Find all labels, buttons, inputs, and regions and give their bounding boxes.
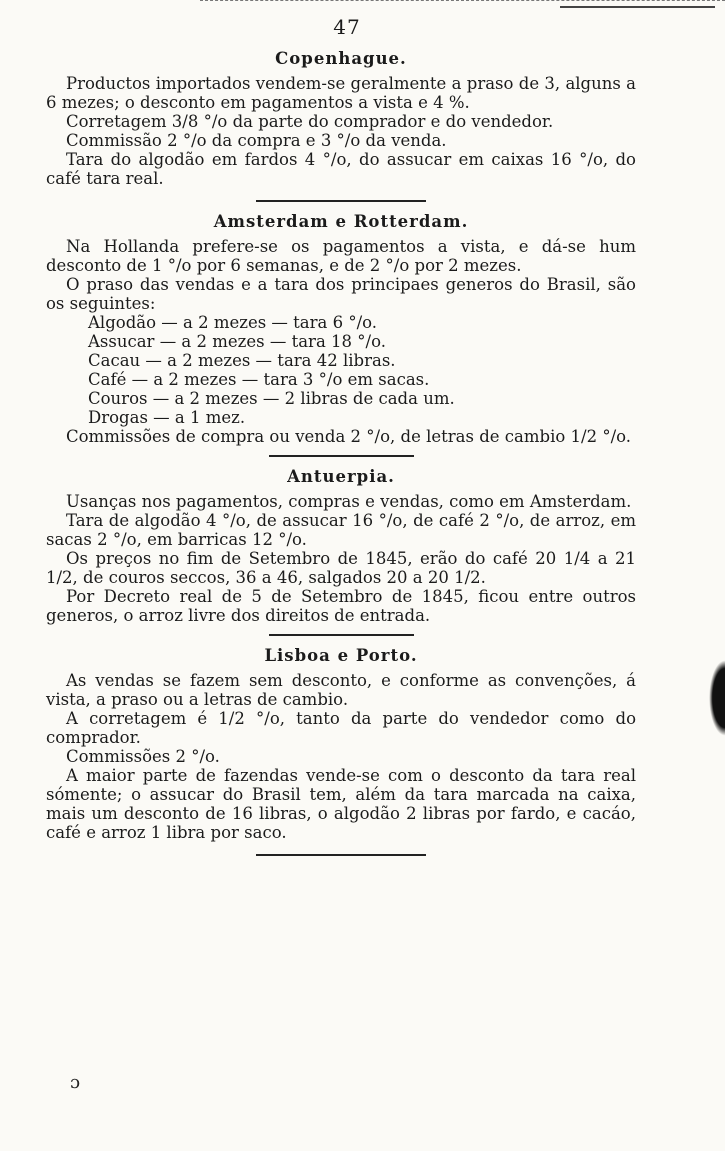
section-heading-lisboa-porto: Lisboa e Porto. bbox=[264, 646, 418, 665]
section-heading-antuerpia: Antuerpia. bbox=[287, 467, 395, 486]
list-item: Drogas — a 1 mez. bbox=[88, 408, 246, 427]
paragraph: Na Hollanda prefere-se os pagamentos a vista, e dá-se hum desconto de 1 °/o por 6 semanas, e de 2 °/o por 2 mezes. bbox=[46, 237, 636, 275]
paragraph: Os preços no fim de Setembro de 1845, erão do café 20 1/4 a 21 1/2, de couros seccos, 36 a 46, salgados 20 a 20 1/2. bbox=[46, 549, 636, 587]
section-heading-amsterdam: Amsterdam e Rotterdam. bbox=[213, 212, 469, 231]
section-divider bbox=[269, 455, 414, 457]
paragraph: O praso das vendas e a tara dos principaes generos do Brasil, são os seguintes: bbox=[46, 275, 636, 313]
paragraph: Commissões 2 °/o. bbox=[66, 747, 220, 766]
section-heading-copenhague: Copenhague. bbox=[275, 49, 407, 68]
list-item: Couros — a 2 mezes — 2 libras de cada um. bbox=[88, 389, 455, 408]
top-edge-dashes bbox=[200, 0, 725, 4]
page-number: 47 bbox=[333, 15, 361, 39]
section-divider bbox=[269, 634, 414, 636]
list-item: Café — a 2 mezes — tara 3 °/o em sacas. bbox=[88, 370, 430, 389]
footer-mark: ɔ bbox=[70, 1072, 81, 1093]
paragraph: Productos importados vendem-se geralmente a praso de 3, alguns a 6 mezes; o desconto em pagamentos a vista e 4 %. bbox=[46, 74, 636, 112]
paragraph: As vendas se fazem sem desconto, e conforme as convenções, á vista, a praso ou a letras de cambio. bbox=[46, 671, 636, 709]
paragraph: A maior parte de fazendas vende-se com o desconto da tara real sómente; o assucar do Brasil tem, além da tara marcada na caixa, mais um desconto de 16 libras, o algodão 2 libras por fardo, e cacáo, café e arroz 1 libra por saco. bbox=[46, 766, 636, 842]
paragraph: Tara de algodão 4 °/o, de assucar 16 °/o, de café 2 °/o, de arroz, em sacas 2 °/o, em barricas 12 °/o. bbox=[46, 511, 636, 549]
goods-list bbox=[46, 313, 636, 427]
paragraph: Tara do algodão em fardos 4 °/o, do assucar em caixas 16 °/o, do café tara real. bbox=[46, 150, 636, 188]
paragraph: A corretagem é 1/2 °/o, tanto da parte do vendedor como do comprador. bbox=[46, 709, 636, 747]
paragraph: Por Decreto real de 5 de Setembro de 1845, ficou entre outros generos, o arroz livre dos direitos de entrada. bbox=[46, 587, 636, 625]
list-item: Cacau — a 2 mezes — tara 42 libras. bbox=[88, 351, 396, 370]
paragraph: Commissão 2 °/o da compra e 3 °/o da venda. bbox=[66, 131, 447, 150]
section-divider bbox=[256, 854, 426, 856]
top-edge-rule bbox=[560, 6, 715, 8]
ink-blot bbox=[709, 660, 725, 736]
list-item: Algodão — a 2 mezes — tara 6 °/o. bbox=[88, 313, 378, 332]
paragraph: Corretagem 3/8 °/o da parte do comprador e do vendedor. bbox=[66, 112, 554, 131]
paragraph: Commissões de compra ou venda 2 °/o, de letras de cambio 1/2 °/o. bbox=[66, 427, 632, 446]
list-item: Assucar — a 2 mezes — tara 18 °/o. bbox=[88, 332, 386, 351]
page-body bbox=[46, 15, 636, 866]
paragraph: Usanças nos pagamentos, compras e vendas, como em Amsterdam. bbox=[66, 492, 632, 511]
section-divider bbox=[256, 200, 426, 202]
